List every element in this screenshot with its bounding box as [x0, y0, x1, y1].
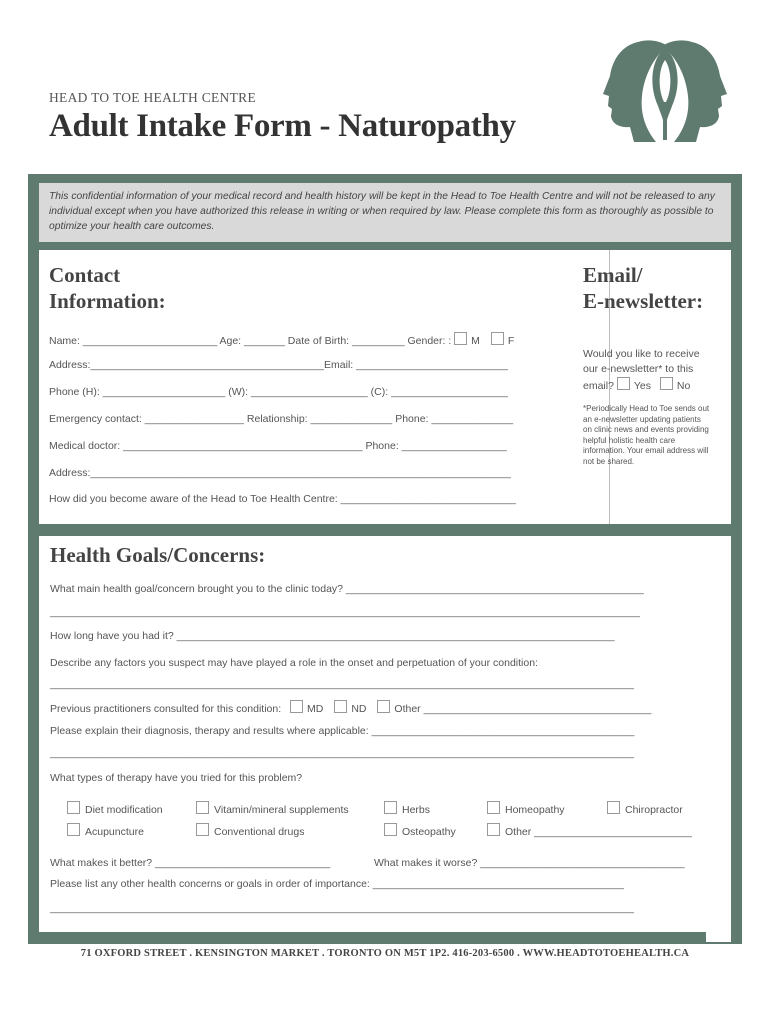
email-heading-line1: Email/ — [583, 263, 643, 287]
email-heading — [583, 262, 703, 314]
factors-line[interactable]: ____________________________________________________________________________________________________ — [50, 678, 634, 690]
diet-checkbox[interactable] — [67, 801, 80, 814]
herbs-label: Herbs — [402, 804, 431, 816]
vitamin-label: Vitamin/mineral supplements — [214, 804, 349, 816]
form-title: Adult Intake Form - Naturopathy — [49, 108, 516, 144]
frame-notch — [706, 932, 731, 942]
worse-field[interactable]: What makes it worse? ___________________________________ — [374, 857, 685, 869]
acupuncture-label: Acupuncture — [85, 826, 144, 838]
gender-f-checkbox[interactable] — [491, 332, 504, 345]
osteopathy-label: Osteopathy — [402, 826, 456, 838]
newsletter-yes-checkbox[interactable] — [617, 377, 630, 390]
other-therapy-field[interactable]: Other ___________________________ — [505, 826, 692, 838]
md-label: MD — [307, 703, 324, 715]
phone-field[interactable]: Phone (H): _____________________ (W): ____________________ (C): ____________________ — [49, 386, 508, 398]
other-concerns-line[interactable]: ____________________________________________________________________________________________________ — [50, 902, 634, 914]
diet-label: Diet modification — [85, 804, 163, 816]
email-heading-line2: E-newsletter: — [583, 289, 704, 313]
other-therapy-checkbox[interactable] — [487, 823, 500, 836]
factors-question: Describe any factors you suspect may have played a role in the onset and perpetuation of your condition: — [50, 657, 538, 669]
footer-address: 71 OXFORD STREET . KENSINGTON MARKET . TORONTO ON M5T 1P2. 416-203-6500 . WWW.HEADTOTOEHEALTH.CA — [80, 948, 690, 959]
practitioners-row — [50, 700, 651, 715]
newsletter-question-line2: our e-newsletter* to this — [583, 363, 694, 375]
chiropractor-label: Chiropractor — [625, 804, 683, 816]
vitamin-checkbox[interactable] — [196, 801, 209, 814]
newsletter-yes-label: Yes — [633, 380, 651, 392]
conventional-checkbox[interactable] — [196, 823, 209, 836]
therapy-chiropractor[interactable] — [607, 801, 683, 816]
contact-heading-line2: Information: — [49, 289, 166, 313]
therapy-question: What types of therapy have you tried for this problem? — [50, 772, 303, 784]
conventional-label: Conventional drugs — [214, 826, 305, 838]
doctor-address-field[interactable]: Address:________________________________________________________________________ — [49, 467, 511, 479]
main-concern-line[interactable]: _____________________________________________________________________________________________________ — [50, 606, 640, 618]
nd-label: ND — [351, 703, 367, 715]
acupuncture-checkbox[interactable] — [67, 823, 80, 836]
other-practitioner-field[interactable]: Other _______________________________________ — [394, 703, 652, 715]
homeopathy-checkbox[interactable] — [487, 801, 500, 814]
gender-f-label: F — [507, 335, 515, 347]
emergency-contact-field[interactable]: Emergency contact: _________________ Relationship: ______________ Phone: ______________ — [49, 413, 514, 425]
main-concern-field[interactable]: What main health goal/concern brought you to the clinic today? ___________________________________________________ — [50, 583, 644, 595]
therapy-herbs[interactable] — [384, 801, 430, 816]
md-checkbox[interactable] — [290, 700, 303, 713]
newsletter-no-checkbox[interactable] — [660, 377, 673, 390]
diagnosis-line[interactable]: ____________________________________________________________________________________________________ — [50, 747, 634, 759]
osteopathy-checkbox[interactable] — [384, 823, 397, 836]
other-practitioner-checkbox[interactable] — [377, 700, 390, 713]
newsletter-question — [583, 347, 700, 394]
gender-m-checkbox[interactable] — [454, 332, 467, 345]
therapy-diet[interactable] — [67, 801, 163, 816]
name-age-dob-field[interactable]: Name: _______________________ Age: _______ Date of Birth: _________ Gender: : — [49, 335, 452, 347]
contact-heading-line1: Contact — [49, 263, 121, 287]
diagnosis-field[interactable]: Please explain their diagnosis, therapy and results where applicable: _____________________________________________ — [50, 725, 635, 737]
contact-section — [39, 250, 731, 524]
herbs-checkbox[interactable] — [384, 801, 397, 814]
organization-name: HEAD TO TOE HEALTH CENTRE — [49, 90, 257, 105]
address-email-field[interactable]: Address:________________________________________Email: __________________________ — [49, 359, 508, 371]
practitioners-question: Previous practitioners consulted for this condition: — [50, 703, 282, 715]
other-concerns-field[interactable]: Please list any other health concerns or goals in order of importance: ___________________________________________ — [50, 878, 624, 890]
confidentiality-notice — [39, 183, 731, 242]
nd-checkbox[interactable] — [334, 700, 347, 713]
health-heading: Health Goals/Concerns: — [50, 543, 266, 567]
therapy-osteopathy[interactable] — [384, 823, 456, 838]
duration-field[interactable]: How long have you had it? ___________________________________________________________________________ — [50, 630, 615, 642]
newsletter-question-line3: email? — [583, 380, 614, 392]
chiropractor-checkbox[interactable] — [607, 801, 620, 814]
head-to-toe-logo — [600, 32, 730, 144]
therapy-acupuncture[interactable] — [67, 823, 144, 838]
medical-doctor-field[interactable]: Medical doctor: _________________________________________ Phone: __________________ — [49, 440, 507, 452]
therapy-homeopathy[interactable] — [487, 801, 565, 816]
newsletter-no-label: No — [676, 380, 691, 392]
gender-m-label: M — [471, 335, 480, 347]
health-goals-section — [39, 536, 731, 932]
therapy-vitamin[interactable] — [196, 801, 349, 816]
better-field[interactable]: What makes it better? ______________________________ — [50, 857, 331, 869]
newsletter-note: *Periodically Head to Toe sends out an e-newsletter updating patients on clinic news and events providing helpful holistic health care information. Your email address will not be shared. — [583, 404, 710, 466]
newsletter-question-line1: Would you like to receive — [583, 348, 700, 360]
referral-source-field[interactable]: How did you become aware of the Head to Toe Health Centre: ______________________________ — [49, 493, 516, 505]
therapy-conventional[interactable] — [196, 823, 304, 838]
name-row — [49, 332, 514, 347]
therapy-other[interactable] — [487, 823, 692, 838]
homeopathy-label: Homeopathy — [505, 804, 565, 816]
notice-text: This confidential information of your medical record and health history will be kept in the Head to Toe Health Centre and will not be released to any individual except when you have authorized this release in writing or when required by law. Please complete this form as thoroughly as possible to optimize your health care outcomes. — [49, 191, 715, 232]
contact-heading — [49, 262, 166, 314]
